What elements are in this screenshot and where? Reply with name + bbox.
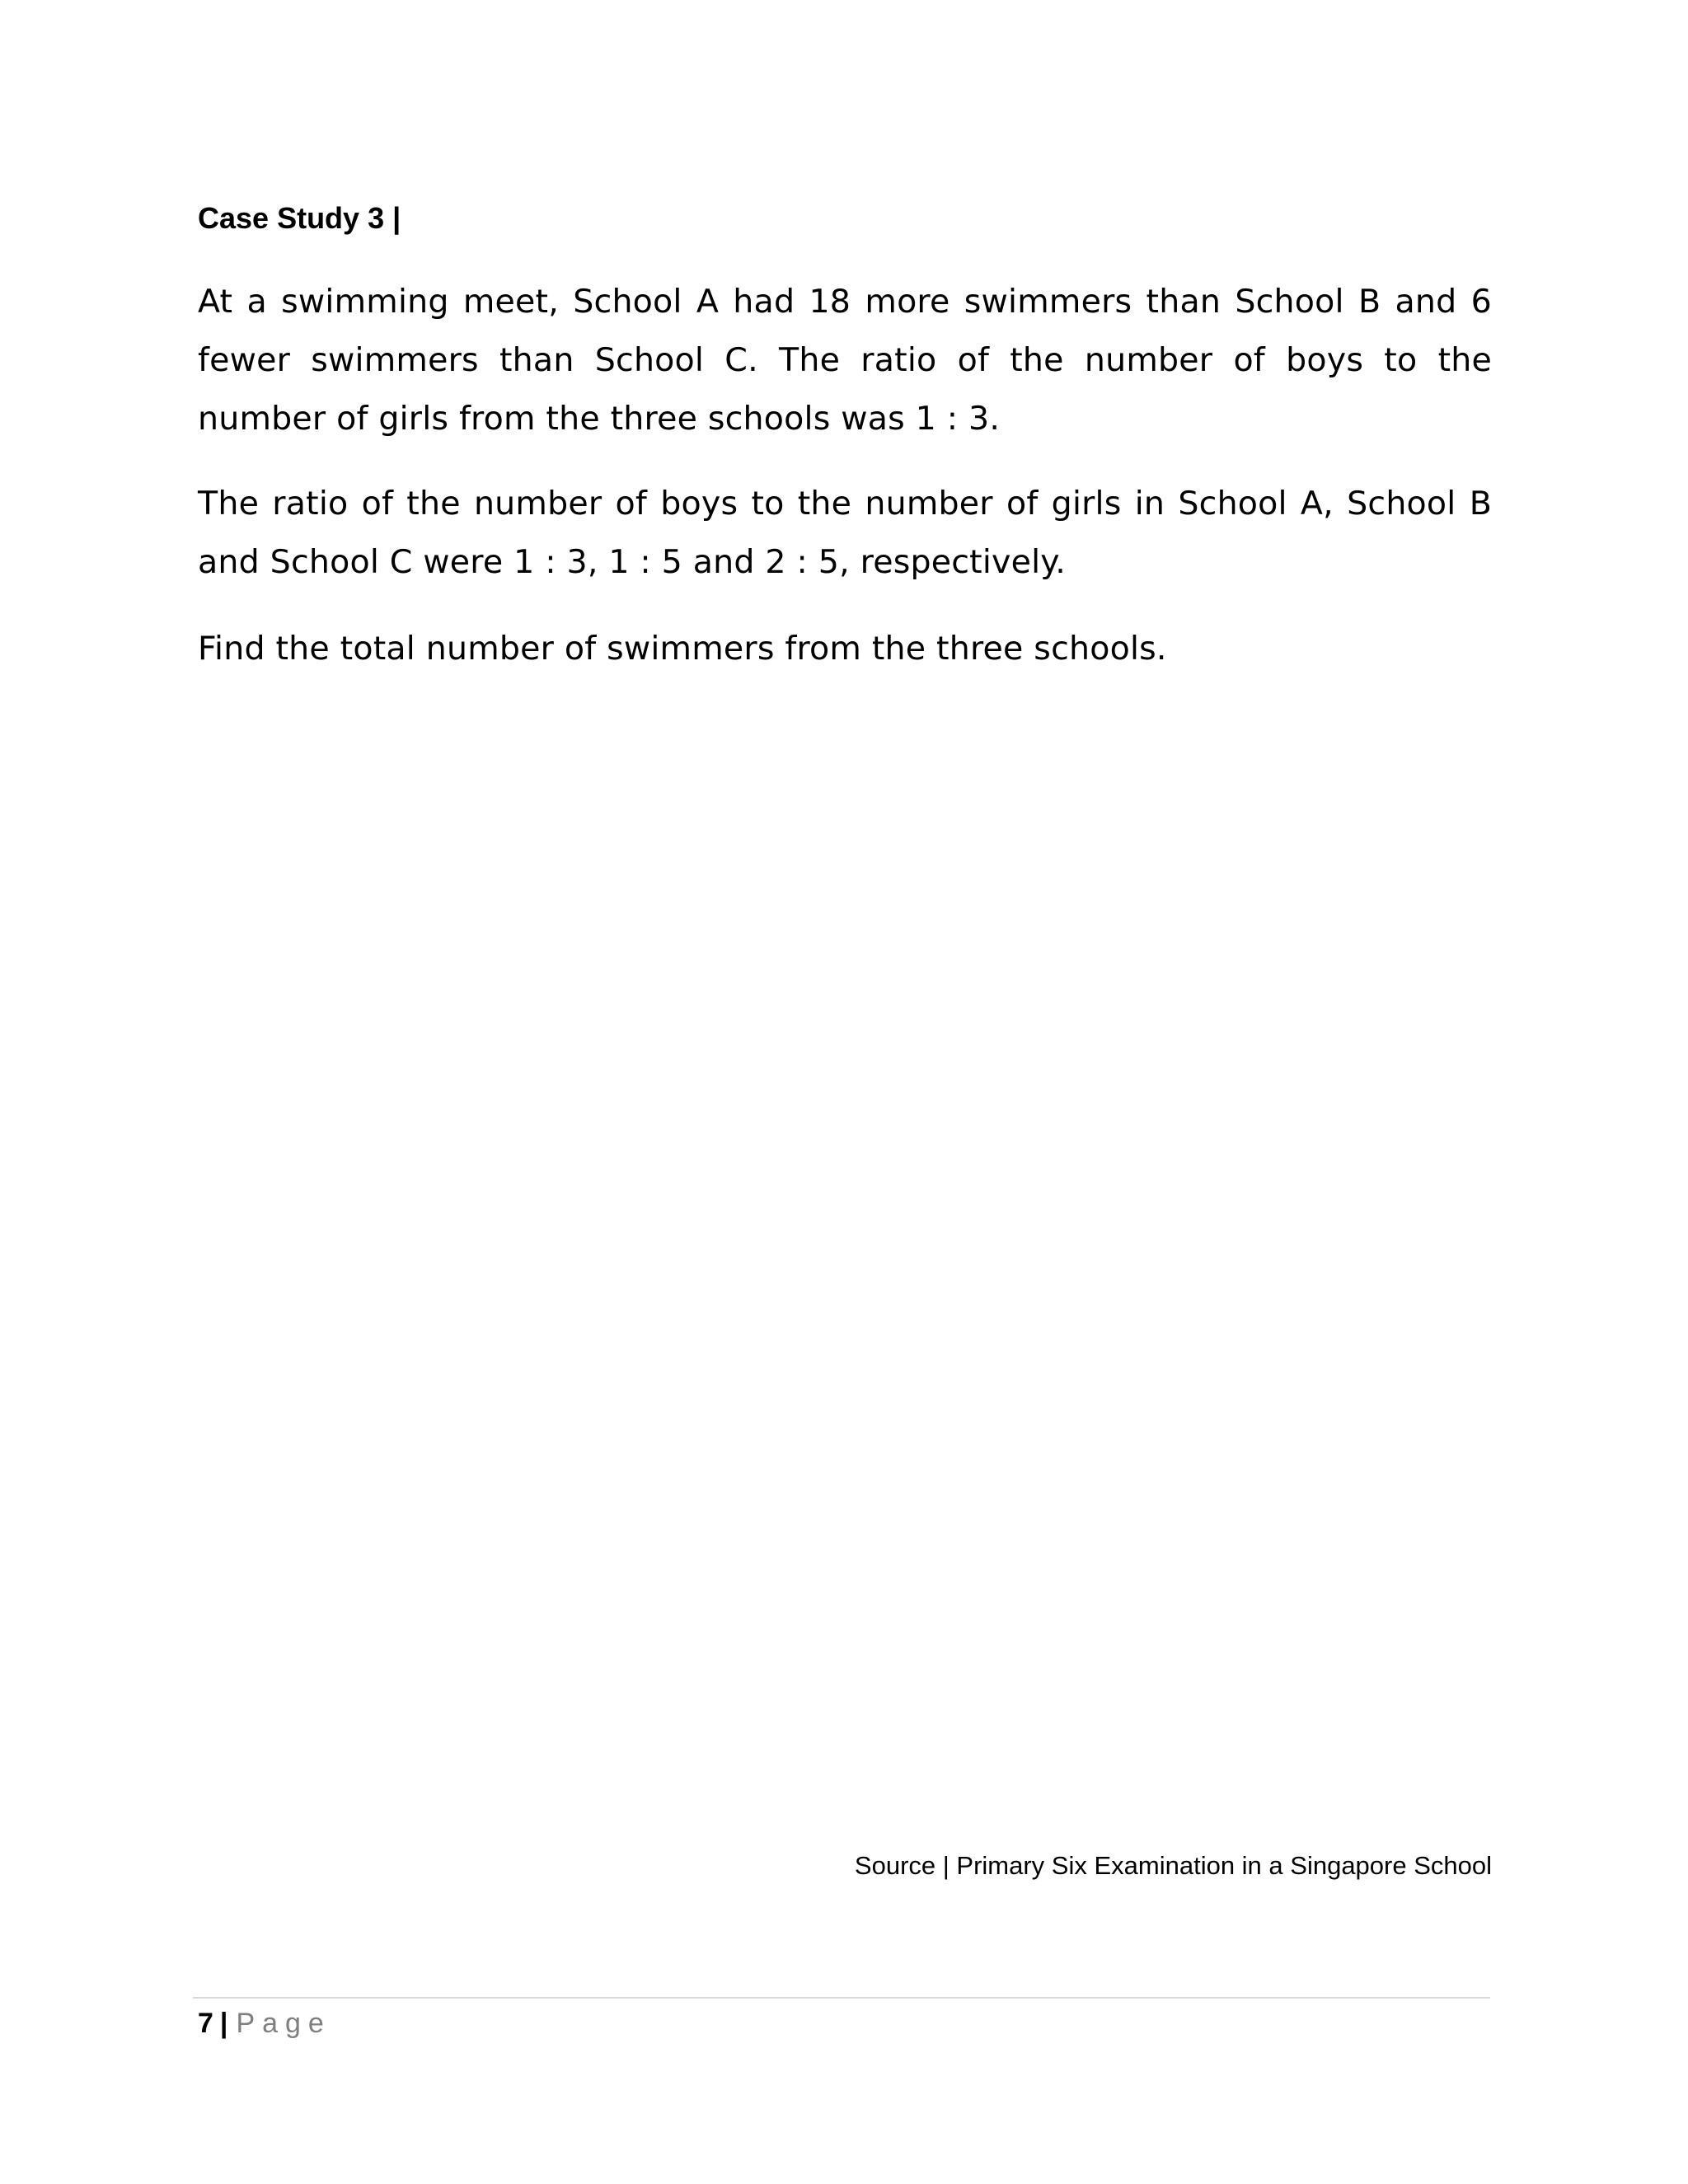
problem-paragraph-2: The ratio of the number of boys to the number of girls in School A, School B and School C were 1 : 3, 1 : 5 and 2 : 5, respectively.: [198, 485, 1492, 581]
footer-divider: [193, 1997, 1490, 1999]
page-footer: [198, 2005, 331, 2041]
page-label: Page: [236, 2008, 331, 2039]
page-number: 7: [198, 2008, 213, 2039]
case-study-heading: Case Study 3 |: [198, 201, 401, 235]
source-citation: Source | Primary Six Examination in a Singapore School: [854, 1851, 1492, 1880]
page-separator: |: [219, 2008, 228, 2039]
problem-paragraph-1: At a swimming meet, School A had 18 more swimmers than School B and 6 fewer swimmers than School C. The ratio of the number of boys to the number of girls from the three schools was 1 : 3.: [198, 283, 1492, 438]
problem-question: Find the total number of swimmers from the three schools.: [198, 630, 1167, 668]
